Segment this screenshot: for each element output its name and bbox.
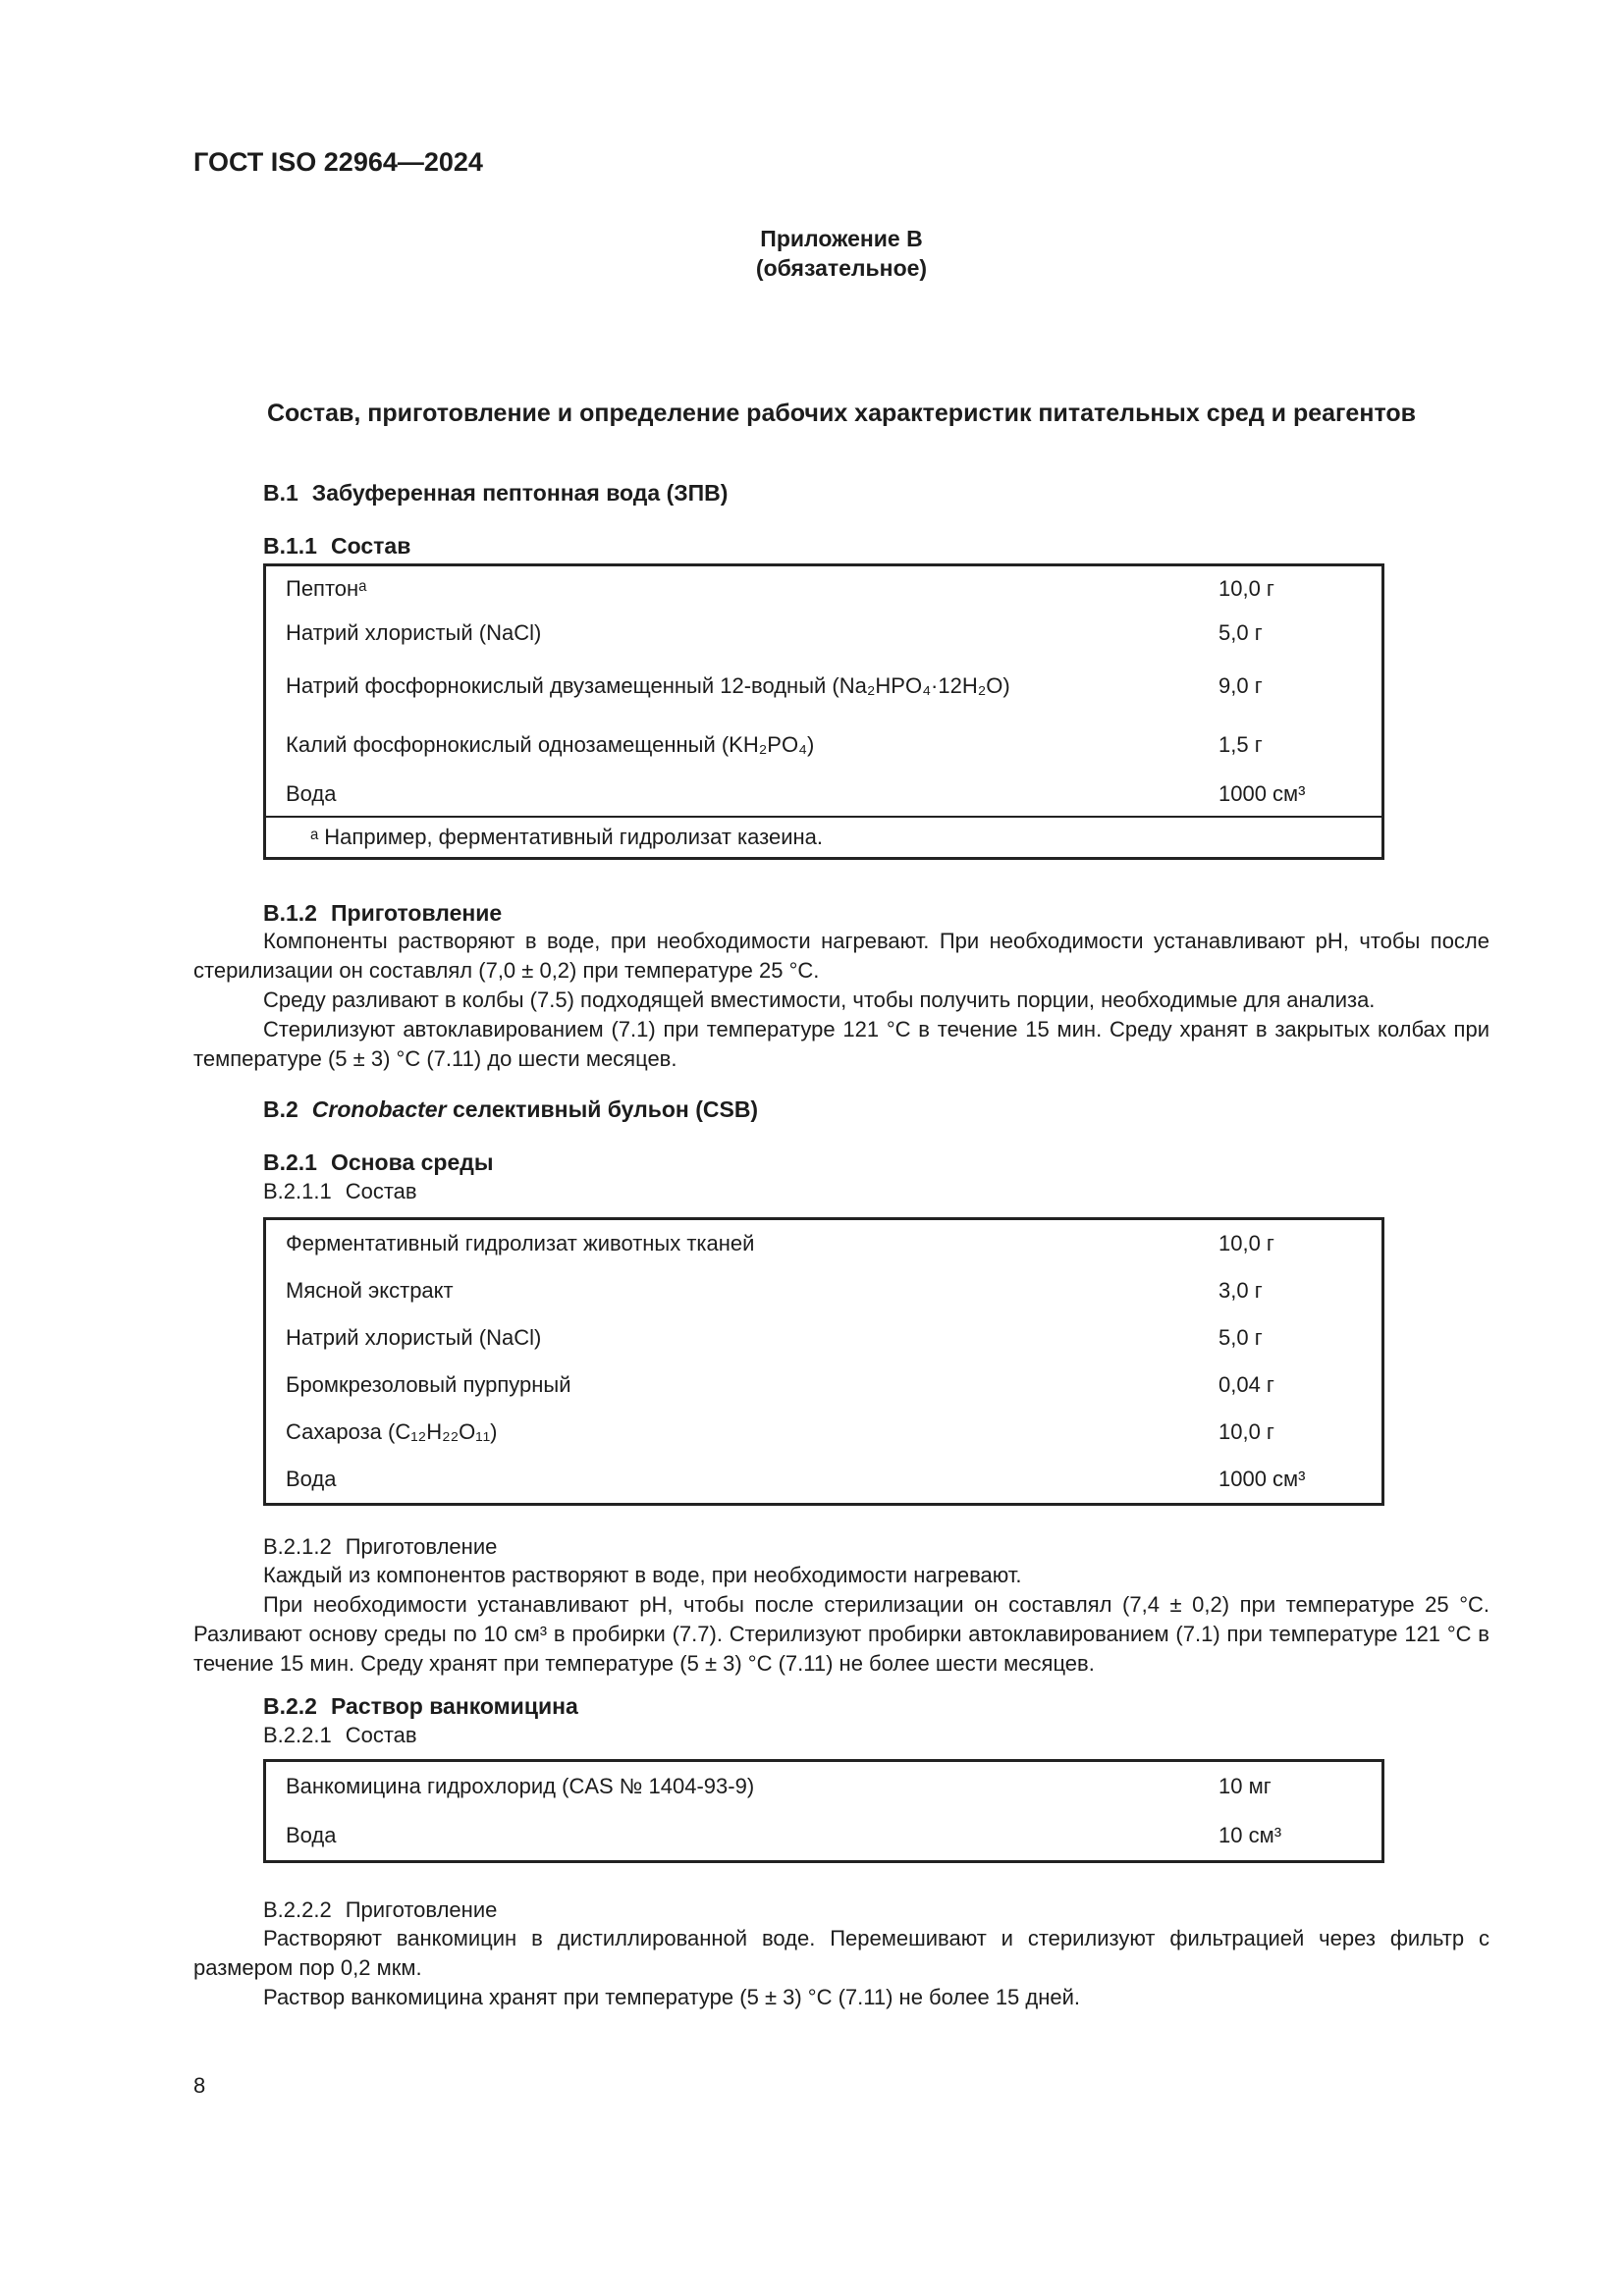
document-title: Состав, приготовление и определение рабочих характеристик питательных сред и реагентов <box>266 400 1416 427</box>
annex-label: Приложение В <box>760 226 923 251</box>
section-heading-b221 <box>263 1722 1489 1749</box>
ingredient-name: Натрий хлористый (NaCl) <box>286 1325 542 1350</box>
section-title: Приготовление <box>345 1897 498 1922</box>
paragraph: Стерилизуют автоклавированием (7.1) при температуре 121 °C в течение 15 мин. Среду хранят в закрытых колбах при температуре (5 ± 3) °C (7.11) до шести месяцев. <box>193 1017 1489 1071</box>
ingredient-amount: 10,0 г <box>1218 1419 1274 1444</box>
section-number: В.1.1 <box>263 533 317 559</box>
section-title: Раствор ванкомицина <box>330 1693 578 1719</box>
section-title: Основа среды <box>330 1149 494 1175</box>
ingredient-name: Пептонᵃ <box>286 576 367 601</box>
composition-table-bpw <box>263 563 1384 860</box>
section-number: В.2.2.2 <box>263 1897 332 1922</box>
ingredient-amount: 1000 см³ <box>1218 1467 1306 1491</box>
ingredient-name: Ванкомицина гидрохлорид (CAS № 1404-93-9) <box>286 1774 755 1798</box>
ingredient-name: Натрий хлористый (NaCl) <box>286 620 542 645</box>
ingredient-amount: 0,04 г <box>1218 1372 1274 1397</box>
paragraph: Каждый из компонентов растворяют в воде, при необходимости нагревают. <box>263 1563 1022 1587</box>
table-row <box>266 612 1381 655</box>
ingredient-name: Калий фосфорнокислый однозамещенный (KH₂PO₄) <box>286 732 815 757</box>
ingredient-amount: 10,0 г <box>1218 576 1274 601</box>
section-title: Забуференная пептонная вода (ЗПВ) <box>311 480 729 506</box>
ingredient-amount: 10 см³ <box>1218 1823 1282 1847</box>
section-heading-b2 <box>263 1095 1489 1123</box>
ingredient-name: Ферментативный гидролизат животных тканей <box>286 1231 755 1255</box>
section-title: селективный бульон (CSB) <box>452 1096 759 1122</box>
section-title: Состав <box>345 1179 417 1203</box>
ingredient-name: Бромкрезоловый пурпурный <box>286 1372 571 1397</box>
section-heading-b22 <box>263 1692 1489 1720</box>
table-row <box>266 1267 1381 1314</box>
ingredient-amount: 10,0 г <box>1218 1231 1274 1255</box>
table-row <box>266 566 1381 612</box>
section-title: Приготовление <box>330 900 503 926</box>
table-row <box>266 1456 1381 1503</box>
table-row <box>266 1314 1381 1362</box>
section-heading-b1 <box>263 479 1489 507</box>
section-number: В.2.1 <box>263 1149 317 1175</box>
ingredient-name: Мясной экстракт <box>286 1278 454 1303</box>
table-row <box>266 1409 1381 1456</box>
table-row <box>266 1220 1381 1267</box>
ingredient-name: Натрий фосфорнокислый двузамещенный 12-водный (Na₂HPO₄·12H₂O) <box>286 673 1010 698</box>
table-row <box>266 1762 1381 1811</box>
ingredient-name: Вода <box>286 781 337 806</box>
table-row <box>266 773 1381 816</box>
ingredient-amount: 5,0 г <box>1218 620 1263 645</box>
section-heading-b222 <box>263 1896 1489 1924</box>
paragraph: Среду разливают в колбы (7.5) подходящей вместимости, чтобы получить порции, необходимые для анализа. <box>263 988 1376 1012</box>
section-number: В.1 <box>263 480 298 506</box>
table-row <box>266 718 1381 773</box>
composition-table-vancomycin <box>263 1759 1384 1863</box>
ingredient-name: Вода <box>286 1467 337 1491</box>
paragraph: Раствор ванкомицина хранят при температуре (5 ± 3) °C (7.11) не более 15 дней. <box>263 1985 1081 2009</box>
annex-heading <box>193 224 1489 283</box>
document-header: ГОСТ ISO 22964—2024 <box>193 147 483 177</box>
table-footnote: ᵃ Например, ферментативный гидролизат казеина. <box>266 816 1381 857</box>
ingredient-amount: 5,0 г <box>1218 1325 1263 1350</box>
table-row <box>266 655 1381 718</box>
section-number: В.2 <box>263 1096 298 1122</box>
section-number: В.2.1.2 <box>263 1534 332 1559</box>
ingredient-amount: 10 мг <box>1218 1774 1272 1798</box>
ingredient-name: Вода <box>286 1823 337 1847</box>
paragraph: При необходимости устанавливают pH, чтобы после стерилизации он составлял (7,4 ± 0,2) при температуре 25 °C. Разливают основу среды по 10 см³ в пробирки (7.7). Стерилизуют пробирки автоклавированием (7.1) при температуре 121 °C в течение 15 мин. Среду хранят при температуре (5 ± 3) °C (7.11) не более шести месяцев. <box>193 1592 1489 1676</box>
section-heading-b211 <box>263 1178 1489 1205</box>
table-row <box>266 1362 1381 1409</box>
page-number: 8 <box>193 2073 206 2098</box>
paragraph: Растворяют ванкомицин в дистиллированной воде. Перемешивают и стерилизуют фильтрацией через фильтр с размером пор 0,2 мкм. <box>193 1926 1489 1980</box>
section-title-latin: Cronobacter <box>311 1096 447 1122</box>
paragraph: Компоненты растворяют в воде, при необходимости нагревают. При необходимости устанавливают pH, чтобы после стерилизации он составлял (7,0 ± 0,2) при температуре 25 °C. <box>193 929 1489 983</box>
section-number: В.2.2.1 <box>263 1723 332 1747</box>
table-row <box>266 1811 1381 1860</box>
section-heading-b11 <box>263 532 1489 560</box>
composition-table-csb <box>263 1217 1384 1506</box>
ingredient-name: Сахароза (C₁₂H₂₂O₁₁) <box>286 1419 498 1444</box>
section-title: Состав <box>345 1723 417 1747</box>
section-heading-b12 <box>263 899 1489 927</box>
section-number: В.2.2 <box>263 1693 317 1719</box>
section-number: В.1.2 <box>263 900 317 926</box>
ingredient-amount: 1000 см³ <box>1218 781 1306 806</box>
ingredient-amount: 9,0 г <box>1218 673 1263 698</box>
section-heading-b212 <box>263 1533 1489 1561</box>
section-heading-b21 <box>263 1148 1489 1176</box>
section-number: В.2.1.1 <box>263 1179 332 1203</box>
annex-type: (обязательное) <box>755 255 928 281</box>
page-content <box>193 0 1489 2012</box>
section-title: Приготовление <box>345 1534 498 1559</box>
ingredient-amount: 3,0 г <box>1218 1278 1263 1303</box>
ingredient-amount: 1,5 г <box>1218 732 1263 757</box>
section-title: Состав <box>330 533 411 559</box>
